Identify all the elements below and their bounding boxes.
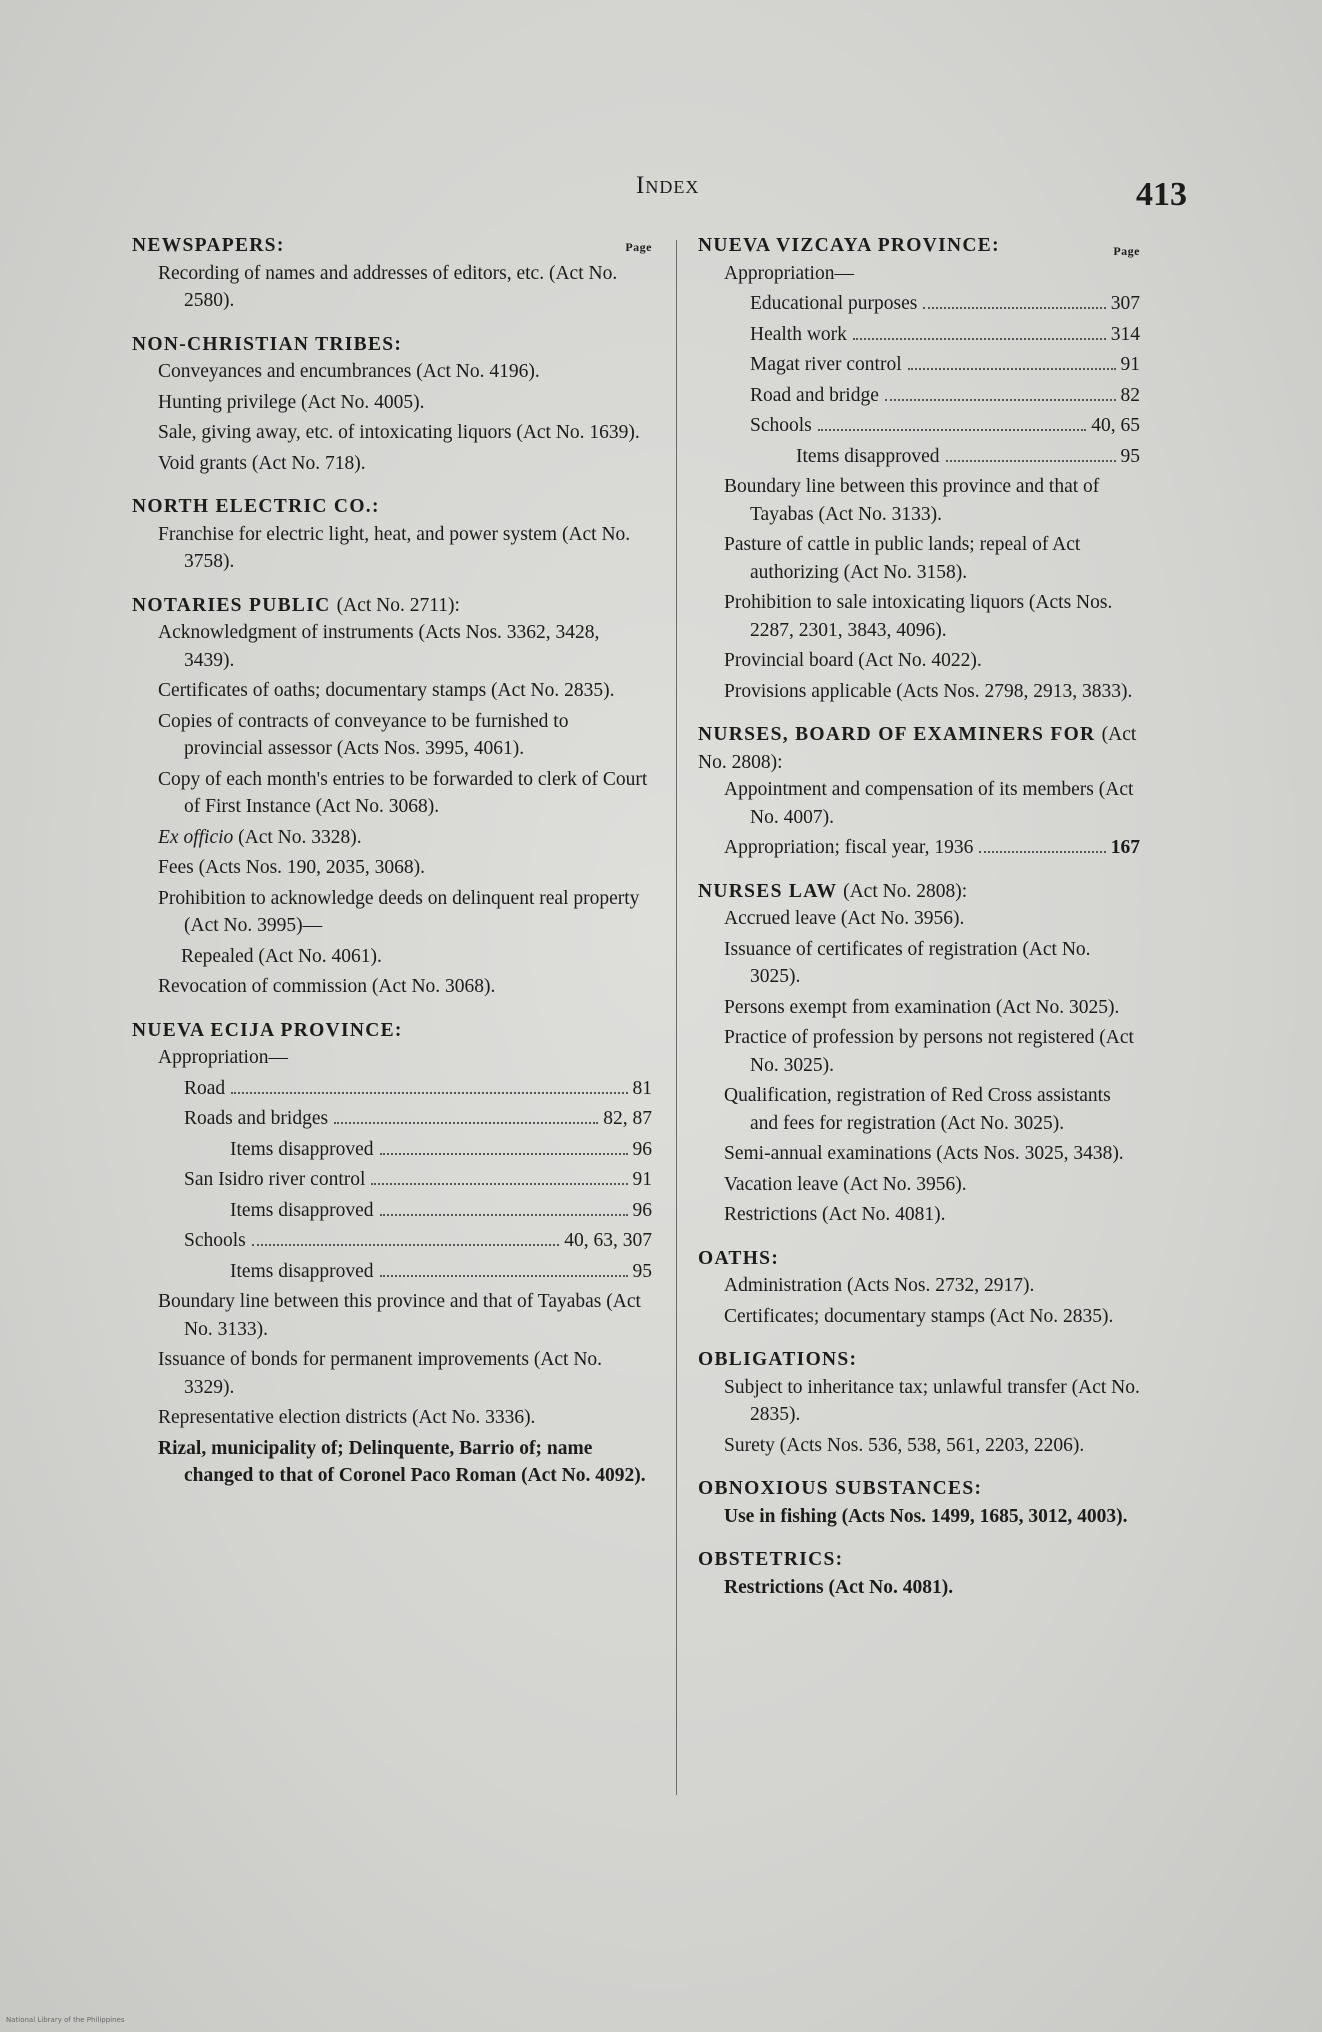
entry-text: Boundary line between this province and that of Tayabas (Act No. 3133). [158, 1291, 641, 1340]
index-section [132, 592, 652, 1001]
entry-text: Prohibition to acknowledge deeds on delinquent real property (Act No. 3995)— [158, 887, 640, 936]
entry-text: Surety (Acts Nos. 536, 538, 561, 2203, 2206). [724, 1434, 1085, 1456]
entry-text: Health work [750, 323, 847, 345]
entry-text: Hunting privilege (Act No. 4005). [158, 391, 425, 413]
entry-text: Certificates of oaths; documentary stamps (Act No. 2835). [158, 680, 615, 701]
leader-dots [380, 1275, 628, 1277]
index-entry-with-page [132, 1075, 652, 1103]
entry-page-number: 307 [1110, 293, 1140, 314]
entry-text: San Isidro river control [184, 1169, 366, 1190]
index-entry-with-page [698, 382, 1140, 410]
right-column [698, 232, 1140, 1617]
index-entry [132, 1346, 652, 1401]
entry-text: Issuance of bonds for permanent improvements (Act No. 3329). [158, 1349, 603, 1398]
index-entry-with-page [698, 412, 1140, 440]
index-section [132, 493, 652, 576]
index-entry [698, 1503, 1140, 1531]
entry-page-number: 96 [632, 1199, 652, 1221]
index-entry [698, 1272, 1140, 1300]
index-entry [132, 854, 652, 882]
entry-text: Restrictions (Act No. 4081). [724, 1576, 954, 1598]
entry-page-number: 91 [1120, 354, 1140, 375]
index-entry [698, 1574, 1140, 1602]
entry-text: Provisions applicable (Acts Nos. 2798, 2913, 3833). [724, 680, 1133, 702]
entry-text: Qualification, registration of Red Cross assistants and fees for registration (Act No. 3025). [724, 1085, 1111, 1134]
entry-text: Rizal, municipality of; Delinquente, Barrio of; name changed to that of Coronel Paco Roman (Act No. 4092). [158, 1437, 646, 1486]
index-entry [132, 708, 652, 763]
entry-text: Revocation of commission (Act No. 3068). [158, 976, 496, 997]
entry-page-number: 95 [632, 1260, 652, 1282]
entry-page-number: 82 [1120, 384, 1140, 406]
running-head: Index [636, 172, 700, 199]
leader-dots [380, 1153, 628, 1155]
leader-dots [818, 429, 1086, 431]
section-heading [698, 1546, 1140, 1574]
entry-text: Magat river control [750, 354, 902, 375]
heading-act-ref: (Act No. 2808): [698, 724, 1137, 773]
index-entry-with-page [132, 1105, 652, 1133]
entry-text: (Act No. 3328). [233, 826, 362, 848]
index-entry [132, 419, 652, 447]
entry-text: Schools [750, 415, 812, 436]
section-heading [132, 493, 652, 521]
index-section [698, 721, 1140, 862]
index-section [132, 232, 652, 315]
section-heading [698, 721, 1140, 776]
entry-text: Appropriation— [724, 262, 854, 284]
index-section [698, 1245, 1140, 1331]
index-entry [132, 1404, 652, 1432]
heading-act-ref: (Act No. 2808): [843, 880, 968, 902]
heading-text: OATHS: [698, 1247, 780, 1269]
page-column-label: Page [625, 240, 652, 254]
index-entry [698, 1140, 1140, 1168]
entry-text: Appropriation; fiscal year, 1936 [724, 837, 974, 858]
entry-text: Accrued leave (Act No. 3956). [724, 908, 965, 929]
leader-dots [371, 1183, 627, 1185]
entry-page-number: 96 [632, 1138, 652, 1160]
entry-page-number: 314 [1110, 323, 1140, 345]
entry-text: Administration (Acts Nos. 2732, 2917). [724, 1275, 1035, 1296]
entry-text: Items disapproved [230, 1199, 374, 1221]
index-section [132, 331, 652, 478]
index-section [698, 232, 1140, 705]
section-heading [698, 878, 1140, 906]
entry-text: Use in fishing (Acts Nos. 1499, 1685, 3012, 4003). [724, 1505, 1128, 1527]
entry-page-number: 81 [632, 1077, 652, 1099]
entry-page-number: 40, 63, 307 [564, 1230, 652, 1251]
entry-text: Fees (Acts Nos. 190, 2035, 3068). [158, 857, 426, 878]
index-entry [698, 1024, 1140, 1079]
index-entry [698, 473, 1140, 528]
section-heading [132, 232, 652, 260]
entry-page-number: 95 [1120, 445, 1140, 467]
entry-text: Items disapproved [230, 1138, 374, 1160]
entry-text: Semi-annual examinations (Acts Nos. 3025, 3438). [724, 1143, 1124, 1164]
index-entry-with-page [698, 834, 1140, 862]
leader-dots [252, 1244, 559, 1246]
index-entry [698, 678, 1140, 706]
index-entry-with-page [132, 1227, 652, 1255]
entry-text: Restrictions (Act No. 4081). [724, 1204, 946, 1225]
entry-text: Appointment and compensation of its members (Act No. 4007). [724, 779, 1134, 828]
index-entry [698, 1303, 1140, 1331]
entry-text: Items disapproved [796, 445, 940, 467]
index-entry [698, 1171, 1140, 1199]
section-heading [698, 232, 1140, 260]
index-section [698, 1346, 1140, 1459]
entry-text: Certificates; documentary stamps (Act No. 2835). [724, 1305, 1114, 1327]
index-entry [132, 766, 652, 821]
index-entry-with-page [132, 1136, 652, 1164]
leader-dots [231, 1092, 627, 1094]
index-section [698, 878, 1140, 1229]
index-entry [132, 1435, 652, 1490]
column-divider [676, 240, 677, 1795]
index-entry-with-page [132, 1166, 652, 1194]
leader-dots [908, 368, 1116, 370]
index-entry [132, 677, 652, 705]
heading-text: NURSES, BOARD OF EXAMINERS FOR [698, 724, 1096, 745]
heading-text: NUEVA ECIJA PROVINCE: [132, 1019, 403, 1041]
index-entry [698, 1201, 1140, 1229]
entry-text: Copies of contracts of conveyance to be furnished to provincial assessor (Acts Nos. 3995, 4061). [158, 710, 569, 759]
entry-text: Appropriation— [158, 1047, 288, 1068]
index-entry [698, 589, 1140, 644]
entry-page-number: 82, 87 [603, 1108, 652, 1129]
entry-text: Void grants (Act No. 718). [158, 452, 366, 474]
entry-page-number: 40, 65 [1091, 415, 1140, 436]
index-entry [132, 450, 652, 478]
index-entry [132, 389, 652, 417]
entry-text: Schools [184, 1230, 246, 1251]
section-heading [698, 1245, 1140, 1273]
section-heading [698, 1475, 1140, 1503]
entry-text: Pasture of cattle in public lands; repeal of Act authorizing (Act No. 3158). [724, 534, 1081, 583]
entry-text: Persons exempt from examination (Act No. 3025). [724, 996, 1120, 1018]
index-entry [132, 1288, 652, 1343]
index-entry [698, 776, 1140, 831]
section-heading [132, 331, 652, 359]
index-entry [132, 943, 652, 971]
entry-text: Prohibition to sale intoxicating liquors (Acts Nos. 2287, 2301, 3843, 4096). [724, 592, 1113, 641]
entry-text: Boundary line between this province and that of Tayabas (Act No. 3133). [724, 476, 1100, 525]
heading-text: OBSTETRICS: [698, 1549, 844, 1570]
section-heading [698, 1346, 1140, 1374]
entry-text: Conveyances and encumbrances (Act No. 4196). [158, 361, 540, 382]
index-entry [698, 260, 1140, 288]
index-entry-with-page [132, 1197, 652, 1225]
entry-text: Items disapproved [230, 1260, 374, 1282]
index-entry [132, 824, 652, 852]
index-entry [698, 1374, 1140, 1429]
footer-credit: National Library of the Philippines [6, 2016, 125, 2024]
index-entry-with-page [132, 1258, 652, 1286]
heading-act-ref: (Act No. 2711): [336, 594, 460, 616]
entry-text: Recording of names and addresses of editors, etc. (Act No. 2580). [158, 262, 618, 311]
leader-dots [380, 1214, 628, 1216]
heading-text: NEWSPAPERS: [132, 235, 285, 256]
entry-text: Road [184, 1077, 226, 1099]
leader-dots [923, 307, 1105, 309]
heading-text: OBNOXIOUS SUBSTANCES: [698, 1478, 983, 1499]
entry-text: Provincial board (Act No. 4022). [724, 650, 982, 671]
entry-text: Educational purposes [750, 293, 918, 314]
index-entry-with-page [698, 290, 1140, 318]
entry-text: Sale, giving away, etc. of intoxicating liquors (Act No. 1639). [158, 422, 640, 443]
leader-dots [885, 399, 1116, 401]
index-entry [698, 1432, 1140, 1460]
entry-text: Subject to inheritance tax; unlawful transfer (Act No. 2835). [724, 1376, 1140, 1425]
index-entry-with-page [698, 443, 1140, 471]
index-entry [132, 619, 652, 674]
index-entry [698, 936, 1140, 991]
heading-text: NUEVA VIZCAYA PROVINCE: [698, 235, 1000, 256]
entry-page-number: 167 [1110, 837, 1140, 858]
entry-text: Road and bridge [750, 384, 879, 406]
entry-text: Representative election districts (Act No. 3336). [158, 1407, 536, 1428]
entry-text: Copy of each month's entries to be forwarded to clerk of Court of First Instance (Act No. 3068). [158, 768, 648, 817]
entry-text: Acknowledgment of instruments (Acts Nos. 3362, 3428, 3439). [158, 622, 600, 671]
entry-text: Repealed (Act No. 4061). [181, 945, 382, 967]
leader-dots [853, 338, 1106, 340]
index-entry [132, 358, 652, 386]
index-entry [132, 1044, 652, 1072]
page-number: 413 [1136, 176, 1187, 213]
left-column [132, 232, 652, 1506]
heading-text: NURSES LAW [698, 880, 837, 902]
entry-text: Vacation leave (Act No. 3956). [724, 1173, 967, 1195]
index-entry-with-page [698, 321, 1140, 349]
section-heading [132, 1017, 652, 1045]
heading-text: NON-CHRISTIAN TRIBES: [132, 333, 403, 355]
index-entry [132, 521, 652, 576]
index-entry [132, 885, 652, 940]
entry-text: Franchise for electric light, heat, and power system (Act No. 3758). [158, 523, 631, 572]
leader-dots [979, 851, 1105, 853]
index-entry [132, 260, 652, 315]
heading-text: NOTARIES PUBLIC [132, 594, 331, 616]
index-entry [698, 994, 1140, 1022]
heading-text: OBLIGATIONS: [698, 1349, 858, 1370]
entry-text: Practice of profession by persons not registered (Act No. 3025). [724, 1027, 1134, 1076]
heading-text: NORTH ELECTRIC CO.: [132, 496, 380, 517]
section-heading [132, 592, 652, 620]
entry-page-number: 91 [632, 1169, 652, 1190]
index-entry-with-page [698, 351, 1140, 379]
index-section [132, 1017, 652, 1490]
index-section [698, 1546, 1140, 1601]
index-entry [698, 905, 1140, 933]
entry-italic-term: Ex officio [158, 826, 234, 848]
index-entry [132, 973, 652, 1001]
page-column-label: Page [1113, 244, 1140, 258]
index-section [698, 1475, 1140, 1530]
index-entry [698, 647, 1140, 675]
leader-dots [946, 460, 1116, 462]
leader-dots [334, 1122, 598, 1124]
index-entry [698, 1082, 1140, 1137]
entry-text: Roads and bridges [184, 1108, 329, 1129]
entry-text: Issuance of certificates of registration (Act No. 3025). [724, 938, 1091, 987]
index-entry [698, 531, 1140, 586]
